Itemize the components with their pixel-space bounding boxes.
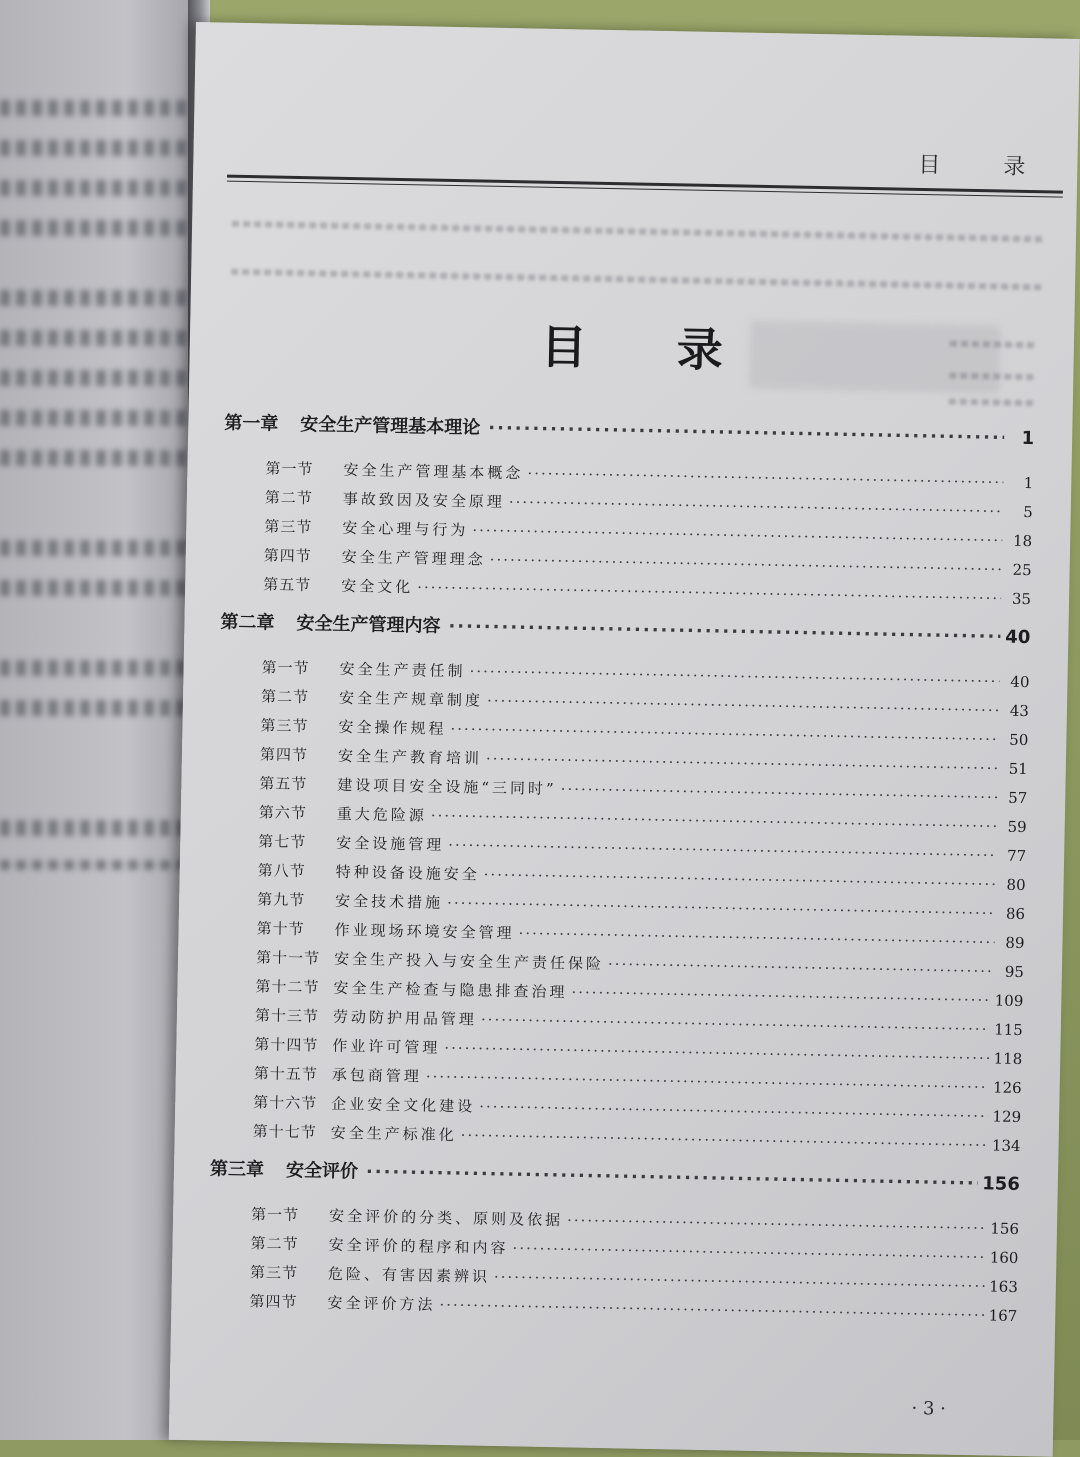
section-title: 特种设备设施安全 (335, 862, 480, 884)
section-number: 第三节 (260, 716, 309, 736)
section-number: 第一节 (261, 658, 310, 678)
section-title: 承包商管理 (331, 1065, 422, 1086)
leader-dots (608, 955, 994, 980)
page-number: 25 (1012, 560, 1032, 580)
chapter-number: 第一章 (224, 412, 279, 435)
page-number: 1 (1021, 427, 1035, 450)
page-number: 95 (1004, 962, 1025, 982)
section-title: 安全评价的程序和内容 (328, 1235, 509, 1258)
blurred-text-line (0, 860, 200, 870)
blurred-text-line (0, 700, 200, 716)
page-number: 40 (1010, 672, 1030, 692)
page-number: 129 (992, 1107, 1022, 1127)
section-title: 安全生产教育培训 (337, 746, 483, 768)
page-number: 156 (982, 1173, 1021, 1196)
chapter-number: 第三章 (209, 1158, 265, 1181)
section-number: 第十六节 (253, 1093, 318, 1113)
section-number: 第十五节 (253, 1064, 319, 1084)
page-number: 86 (1005, 904, 1026, 924)
leader-dots (488, 418, 1004, 449)
blurred-text-line (0, 290, 200, 306)
page-number: 163 (989, 1277, 1019, 1297)
page-number: 156 (990, 1219, 1020, 1239)
section-number: 第五节 (263, 575, 312, 595)
section-title: 作业现场环境安全管理 (334, 920, 515, 943)
section-title: 安全设施管理 (336, 833, 445, 854)
page-number: 126 (992, 1078, 1022, 1098)
page-number: 5 (1023, 502, 1033, 522)
section-number: 第九节 (256, 890, 306, 910)
section-number: 第十四节 (254, 1035, 319, 1055)
section-number: 第二节 (264, 488, 314, 508)
page-number: 40 (1005, 626, 1031, 649)
page-number: 18 (1012, 531, 1033, 551)
section-number: 第七节 (258, 832, 307, 852)
section-number: 第十二节 (255, 977, 320, 997)
page-number: 167 (988, 1306, 1018, 1326)
page-number: 1 (1023, 473, 1034, 493)
leader-dots (567, 1211, 987, 1237)
section-number: 第四节 (263, 546, 312, 566)
section-title: 安全技术措施 (334, 891, 444, 912)
section-title: 作业许可管理 (332, 1036, 441, 1057)
table-of-contents (207, 403, 1034, 1334)
section-title: 安全生产投入与安全生产责任保险 (333, 949, 605, 974)
section-number: 第三节 (249, 1263, 299, 1283)
section-title: 安全生产标准化 (330, 1123, 457, 1145)
page-number: 51 (1008, 759, 1028, 779)
section-title: 安全评价的分类、原则及依据 (328, 1206, 564, 1230)
book-page (169, 22, 1080, 1457)
section-number: 第一节 (250, 1205, 300, 1225)
section-title: 劳动防护用品管理 (332, 1007, 478, 1029)
blurred-text-line (0, 140, 200, 156)
blurred-text-line (0, 660, 200, 676)
leader-dots (571, 983, 991, 1009)
page-number: 118 (993, 1049, 1023, 1069)
section-number: 第十一节 (255, 948, 321, 968)
section-title: 安全心理与行为 (342, 518, 469, 540)
section-number: 第十三节 (254, 1006, 320, 1026)
section-title: 企业安全文化建设 (331, 1094, 476, 1116)
page-number: 57 (1007, 788, 1028, 808)
section-title: 安全文化 (341, 576, 414, 597)
page-number: 160 (989, 1248, 1019, 1268)
page-number: 43 (1009, 701, 1030, 721)
section-title: 安全生产检查与隐患排查治理 (333, 978, 568, 1002)
blurred-text-line (0, 330, 200, 346)
section-number: 第三节 (264, 517, 313, 537)
blurred-text-line (0, 180, 200, 196)
section-number: 第六节 (258, 803, 308, 823)
page-number: 109 (994, 991, 1024, 1011)
section-number: 第四节 (249, 1292, 298, 1312)
section-number: 第八节 (257, 861, 306, 881)
section-title: 建设项目安全设施“三同时” (337, 775, 557, 799)
blurred-text-line (0, 540, 200, 556)
show-through-text (231, 269, 1045, 291)
blurred-text-line (0, 220, 200, 236)
section-number: 第四节 (259, 745, 309, 765)
blurred-text-line (0, 820, 200, 836)
page-number: 50 (1009, 730, 1029, 750)
section-title: 安全操作规程 (338, 717, 447, 738)
chapter-title: 安全生产管理内容 (296, 613, 441, 637)
section-number: 第五节 (259, 774, 308, 794)
page-number: 80 (1006, 875, 1026, 895)
show-through-text (949, 399, 1033, 407)
page-number: 134 (991, 1136, 1021, 1156)
blurred-text-line (0, 580, 200, 596)
chapter-number: 第二章 (220, 611, 275, 634)
page-number: 115 (993, 1020, 1023, 1040)
blurred-text-line (0, 370, 200, 386)
section-number: 第十节 (256, 919, 305, 939)
section-number: 第一节 (265, 459, 314, 479)
page-number: 77 (1006, 846, 1027, 866)
page-number: 35 (1011, 589, 1032, 609)
footer-page-number: · 3 · (911, 1397, 947, 1420)
section-title: 重大危险源 (336, 804, 427, 825)
blurred-text-line (0, 100, 200, 116)
section-number: 第十七节 (252, 1122, 317, 1142)
page-number: 89 (1005, 933, 1025, 953)
page-number: 59 (1007, 817, 1027, 837)
section-title: 危险、有害因素辨识 (327, 1264, 491, 1286)
section-title: 安全生产管理基本概念 (343, 460, 524, 483)
running-header: 目 录 (918, 152, 1054, 181)
chapter-title: 安全生产管理基本理论 (300, 414, 481, 439)
blurred-text-line (0, 410, 200, 426)
section-title: 安全生产规章制度 (338, 688, 484, 710)
chapter-title: 安全评价 (285, 1159, 359, 1183)
section-title: 事故致因及安全原理 (342, 489, 506, 512)
blurred-text-line (0, 450, 200, 466)
show-through-text (232, 221, 1046, 243)
toc-title: 目录 (540, 319, 814, 379)
section-number: 第二节 (250, 1234, 299, 1254)
section-title: 安全生产责任制 (339, 659, 466, 681)
section-number: 第二节 (260, 687, 310, 707)
section-title: 安全生产管理理念 (341, 547, 486, 569)
section-title: 安全评价方法 (327, 1293, 436, 1314)
